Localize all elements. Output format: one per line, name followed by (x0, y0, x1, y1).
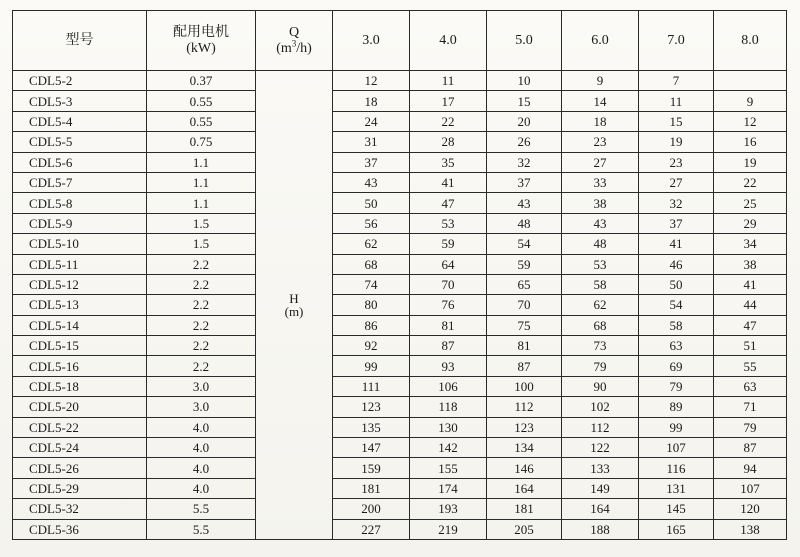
model-cell: CDL5-10 (13, 234, 147, 254)
head-value-cell: 56 (333, 213, 410, 233)
head-value-cell: 93 (410, 356, 487, 376)
flow-unit-exponent: 3 (291, 37, 297, 48)
header-flow-rate (256, 11, 333, 71)
model-cell: CDL5-7 (13, 172, 147, 192)
motor-power-cell: 3.0 (147, 376, 256, 396)
head-value-cell: 23 (562, 132, 639, 152)
table-row (13, 478, 787, 498)
table-row (13, 397, 787, 417)
motor-power-cell: 4.0 (147, 478, 256, 498)
head-value-cell: 193 (410, 499, 487, 519)
head-value-cell: 44 (714, 295, 787, 315)
head-value-cell: 79 (639, 376, 714, 396)
head-value-cell: 155 (410, 458, 487, 478)
head-value-cell: 58 (562, 274, 639, 294)
head-value-cell: 74 (333, 274, 410, 294)
model-cell: CDL5-3 (13, 91, 147, 111)
head-value-cell: 112 (487, 397, 562, 417)
header-flow-unit (256, 37, 332, 57)
head-value-cell: 219 (410, 519, 487, 539)
head-value-cell: 181 (333, 478, 410, 498)
head-value-cell: 63 (714, 376, 787, 396)
pump-performance-table (12, 10, 787, 540)
head-value-cell (714, 71, 787, 91)
head-value-cell: 20 (487, 111, 562, 131)
head-value-cell: 102 (562, 397, 639, 417)
head-value-cell: 181 (487, 499, 562, 519)
head-value-cell: 142 (410, 438, 487, 458)
model-cell: CDL5-4 (13, 111, 147, 131)
model-cell: CDL5-8 (13, 193, 147, 213)
head-value-cell: 123 (333, 397, 410, 417)
head-value-cell: 164 (487, 478, 562, 498)
head-symbol: H (289, 290, 299, 306)
head-value-cell: 50 (333, 193, 410, 213)
table-row (13, 254, 787, 274)
head-value-cell: 53 (410, 213, 487, 233)
motor-power-cell: 1.5 (147, 213, 256, 233)
table-row (13, 295, 787, 315)
head-value-cell: 31 (333, 132, 410, 152)
head-value-cell: 59 (487, 254, 562, 274)
head-value-cell: 58 (639, 315, 714, 335)
head-value-cell: 71 (714, 397, 787, 417)
head-value-cell: 53 (562, 254, 639, 274)
head-value-cell: 18 (562, 111, 639, 131)
table-row (13, 71, 787, 91)
model-cell: CDL5-20 (13, 397, 147, 417)
model-cell: CDL5-16 (13, 356, 147, 376)
model-cell: CDL5-6 (13, 152, 147, 172)
header-model (13, 11, 147, 71)
motor-power-cell: 2.2 (147, 295, 256, 315)
head-value-cell: 159 (333, 458, 410, 478)
head-value-cell: 35 (410, 152, 487, 172)
head-value-cell: 80 (333, 295, 410, 315)
head-value-cell: 62 (333, 234, 410, 254)
model-cell: CDL5-32 (13, 499, 147, 519)
table-body (13, 71, 787, 540)
head-unit: (m) (284, 303, 304, 319)
head-value-cell: 99 (333, 356, 410, 376)
head-value-cell: 51 (714, 336, 787, 356)
motor-power-cell: 4.0 (147, 417, 256, 437)
head-value-cell: 130 (410, 417, 487, 437)
head-value-cell: 111 (333, 376, 410, 396)
head-value-cell: 55 (714, 356, 787, 376)
model-cell: CDL5-13 (13, 295, 147, 315)
table-row (13, 336, 787, 356)
motor-power-cell: 5.5 (147, 519, 256, 539)
head-value-cell: 33 (562, 172, 639, 192)
head-value-cell: 43 (487, 193, 562, 213)
head-value-cell: 86 (333, 315, 410, 335)
head-value-cell: 19 (714, 152, 787, 172)
model-cell: CDL5-26 (13, 458, 147, 478)
head-value-cell: 41 (410, 172, 487, 192)
head-value-cell: 15 (639, 111, 714, 131)
head-value-cell: 145 (639, 499, 714, 519)
head-value-cell: 38 (562, 193, 639, 213)
model-cell: CDL5-29 (13, 478, 147, 498)
head-value-cell: 89 (639, 397, 714, 417)
head-value-cell: 32 (639, 193, 714, 213)
head-value-cell: 15 (487, 91, 562, 111)
head-value-cell: 75 (487, 315, 562, 335)
motor-power-cell: 1.1 (147, 172, 256, 192)
head-value-cell: 50 (639, 274, 714, 294)
head-value-cell: 63 (639, 336, 714, 356)
head-value-cell: 69 (639, 356, 714, 376)
head-value-cell: 41 (714, 274, 787, 294)
head-value-cell: 205 (487, 519, 562, 539)
head-value-cell: 92 (333, 336, 410, 356)
head-value-cell: 135 (333, 417, 410, 437)
model-cell: CDL5-22 (13, 417, 147, 437)
header-flow-value: 3.0 (333, 11, 410, 71)
motor-power-cell: 1.1 (147, 152, 256, 172)
head-value-cell: 24 (333, 111, 410, 131)
head-value-cell: 11 (410, 71, 487, 91)
motor-power-cell: 4.0 (147, 438, 256, 458)
head-value-cell: 28 (410, 132, 487, 152)
head-value-cell: 147 (333, 438, 410, 458)
head-value-cell: 81 (410, 315, 487, 335)
motor-power-cell: 2.2 (147, 356, 256, 376)
head-value-cell: 9 (714, 91, 787, 111)
table-row (13, 274, 787, 294)
head-value-cell: 41 (639, 234, 714, 254)
head-value-cell: 87 (714, 438, 787, 458)
head-value-cell: 146 (487, 458, 562, 478)
header-flow-value: 6.0 (562, 11, 639, 71)
model-cell: CDL5-36 (13, 519, 147, 539)
head-value-cell: 131 (639, 478, 714, 498)
table-row (13, 234, 787, 254)
head-value-cell: 29 (714, 213, 787, 233)
head-value-cell: 46 (639, 254, 714, 274)
table-row (13, 193, 787, 213)
table-row (13, 458, 787, 478)
header-flow-value: 4.0 (410, 11, 487, 71)
head-value-cell: 47 (410, 193, 487, 213)
head-value-cell: 17 (410, 91, 487, 111)
head-value-cell: 23 (639, 152, 714, 172)
head-value-cell: 43 (562, 213, 639, 233)
head-value-cell: 43 (333, 172, 410, 192)
flow-unit-prefix: (m (276, 40, 292, 56)
table-row (13, 315, 787, 335)
head-value-cell: 107 (714, 478, 787, 498)
head-value-cell: 87 (487, 356, 562, 376)
head-value-cell: 27 (562, 152, 639, 172)
head-label-cell (256, 71, 333, 540)
model-cell: CDL5-12 (13, 274, 147, 294)
head-value-cell: 123 (487, 417, 562, 437)
table-row (13, 376, 787, 396)
table-row (13, 111, 787, 131)
motor-power-cell: 3.0 (147, 397, 256, 417)
head-value-cell: 76 (410, 295, 487, 315)
table-row (13, 172, 787, 192)
flow-unit-suffix: /h) (296, 40, 312, 56)
head-value-cell: 34 (714, 234, 787, 254)
table-row (13, 356, 787, 376)
head-value-cell: 10 (487, 71, 562, 91)
head-value-cell: 37 (333, 152, 410, 172)
head-value-cell: 12 (714, 111, 787, 131)
head-value-cell: 68 (562, 315, 639, 335)
model-cell: CDL5-2 (13, 71, 147, 91)
head-value-cell: 73 (562, 336, 639, 356)
table-row (13, 91, 787, 111)
head-value-cell: 122 (562, 438, 639, 458)
motor-power-cell: 2.2 (147, 274, 256, 294)
head-value-cell: 22 (714, 172, 787, 192)
head-value-cell: 70 (487, 295, 562, 315)
table-row (13, 132, 787, 152)
header-model-label: 型号 (65, 32, 94, 48)
motor-power-cell: 1.1 (147, 193, 256, 213)
head-value-cell: 7 (639, 71, 714, 91)
head-value-cell: 100 (487, 376, 562, 396)
motor-power-cell: 0.55 (147, 91, 256, 111)
header-motor-power (147, 11, 256, 71)
head-value-cell: 79 (562, 356, 639, 376)
head-value-cell: 134 (487, 438, 562, 458)
head-value-cell: 59 (410, 234, 487, 254)
header-motor-unit: (kW) (186, 40, 216, 56)
head-value-cell: 12 (333, 71, 410, 91)
head-value-cell: 79 (714, 417, 787, 437)
model-cell: CDL5-15 (13, 336, 147, 356)
motor-power-cell: 0.55 (147, 111, 256, 131)
head-value-cell: 87 (410, 336, 487, 356)
head-value-cell: 149 (562, 478, 639, 498)
head-value-cell: 81 (487, 336, 562, 356)
head-value-cell: 70 (410, 274, 487, 294)
head-value-cell: 48 (562, 234, 639, 254)
head-value-cell: 165 (639, 519, 714, 539)
head-value-cell: 54 (639, 295, 714, 315)
head-value-cell: 94 (714, 458, 787, 478)
table-row (13, 213, 787, 233)
model-cell: CDL5-9 (13, 213, 147, 233)
head-value-cell: 14 (562, 91, 639, 111)
head-value-cell: 68 (333, 254, 410, 274)
head-value-cell: 19 (639, 132, 714, 152)
head-value-cell: 200 (333, 499, 410, 519)
model-cell: CDL5-11 (13, 254, 147, 274)
motor-power-cell: 1.5 (147, 234, 256, 254)
table-row (13, 417, 787, 437)
motor-power-cell: 2.2 (147, 254, 256, 274)
motor-power-cell: 4.0 (147, 458, 256, 478)
head-value-cell: 47 (714, 315, 787, 335)
motor-power-cell: 5.5 (147, 499, 256, 519)
head-value-cell: 112 (562, 417, 639, 437)
header-flow-symbol: Q (288, 24, 300, 40)
head-value-cell: 18 (333, 91, 410, 111)
header-flow-value: 8.0 (714, 11, 787, 71)
head-value-cell: 120 (714, 499, 787, 519)
head-value-cell: 116 (639, 458, 714, 478)
head-value-cell: 164 (562, 499, 639, 519)
table-row (13, 438, 787, 458)
header-row (13, 11, 787, 71)
head-value-cell: 188 (562, 519, 639, 539)
head-value-cell: 90 (562, 376, 639, 396)
head-value-cell: 16 (714, 132, 787, 152)
head-value-cell: 133 (562, 458, 639, 478)
head-value-cell: 106 (410, 376, 487, 396)
motor-power-cell: 2.2 (147, 315, 256, 335)
head-value-cell: 227 (333, 519, 410, 539)
head-value-cell: 118 (410, 397, 487, 417)
head-value-cell: 62 (562, 295, 639, 315)
header-flow-value: 7.0 (639, 11, 714, 71)
head-value-cell: 38 (714, 254, 787, 274)
head-value-cell: 27 (639, 172, 714, 192)
head-value-cell: 22 (410, 111, 487, 131)
motor-power-cell: 2.2 (147, 336, 256, 356)
motor-power-cell: 0.37 (147, 71, 256, 91)
header-motor-label: 配用电机 (173, 24, 229, 40)
model-cell: CDL5-14 (13, 315, 147, 335)
head-value-cell: 48 (487, 213, 562, 233)
table-row (13, 499, 787, 519)
head-value-cell: 138 (714, 519, 787, 539)
head-value-cell: 99 (639, 417, 714, 437)
motor-power-cell: 0.75 (147, 132, 256, 152)
head-value-cell: 25 (714, 193, 787, 213)
head-value-cell: 11 (639, 91, 714, 111)
head-value-cell: 37 (639, 213, 714, 233)
model-cell: CDL5-24 (13, 438, 147, 458)
head-value-cell: 54 (487, 234, 562, 254)
head-value-cell: 174 (410, 478, 487, 498)
model-cell: CDL5-18 (13, 376, 147, 396)
head-value-cell: 64 (410, 254, 487, 274)
model-cell: CDL5-5 (13, 132, 147, 152)
table-row (13, 152, 787, 172)
head-value-cell: 65 (487, 274, 562, 294)
head-value-cell: 37 (487, 172, 562, 192)
head-value-cell: 32 (487, 152, 562, 172)
table-header (13, 11, 787, 71)
table-row (13, 519, 787, 539)
header-flow-value: 5.0 (487, 11, 562, 71)
head-value-cell: 9 (562, 71, 639, 91)
head-value-cell: 107 (639, 438, 714, 458)
head-value-cell: 26 (487, 132, 562, 152)
